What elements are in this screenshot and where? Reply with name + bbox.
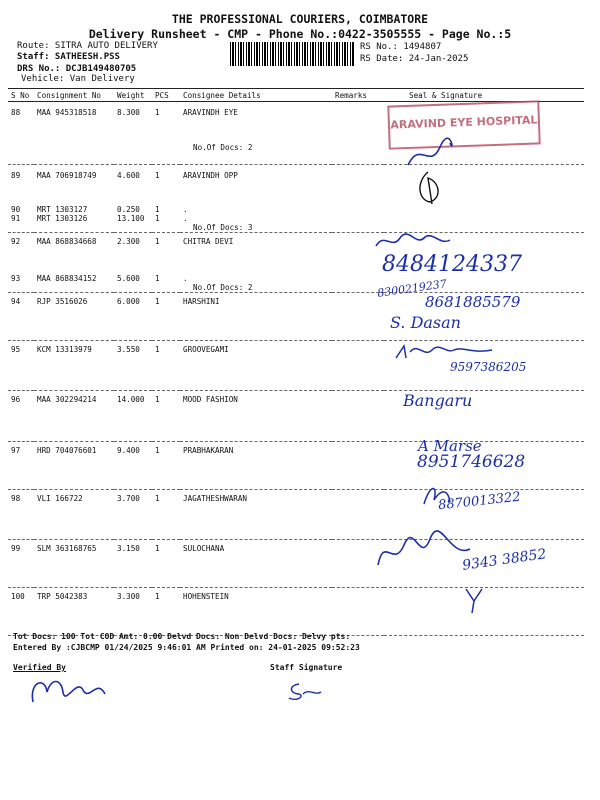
table-row: 92 93 MAA 868834668 MAA 868834152 2.300 5.600 1 1 CHITRA DEVI . No.Of Docs: 2 bbox=[8, 233, 584, 293]
table-row: 98 VLI 166722 3.700 1 JAGATHESHWARAN bbox=[8, 490, 584, 540]
footer-entered-by: Entered By :CJBCMP 01/24/2025 9:46:01 AM Printed on: 24-01-2025 09:52:23 bbox=[13, 643, 360, 652]
drs-number: DRS No.: DCJB149480705 bbox=[17, 64, 137, 74]
runsheet-subtitle: Delivery Runsheet - CMP - Phone No.:0422-3505555 - Page No.:5 bbox=[88, 27, 512, 41]
hospital-stamp: ARAVIND EYE HOSPITAL bbox=[387, 100, 540, 149]
handwritten-phone-95: 9597386205 bbox=[450, 360, 527, 374]
company-name: THE PROFESSIONAL COURIERS, COIMBATORE bbox=[171, 12, 429, 26]
table-row: 88 MAA 945318518 8.300 1 ARAVINDH EYE No.Of Docs: 2 bbox=[8, 102, 584, 165]
rs-number: RS No.: 1494807 bbox=[360, 42, 442, 52]
verified-signature bbox=[25, 672, 115, 708]
table-row: 94 RJP 3516026 6.000 1 HARSHINI bbox=[8, 293, 584, 341]
handwritten-name-96: Bangaru bbox=[403, 391, 473, 410]
col-sno: S No bbox=[8, 89, 34, 102]
table-row: 97 HRD 704076601 9.400 1 PRABHAKARAN bbox=[8, 442, 584, 490]
staff-signature bbox=[285, 680, 325, 702]
col-remarks: Remarks bbox=[332, 89, 384, 102]
col-pcs: PCS bbox=[152, 89, 180, 102]
footer-totals: Tot Docs: 100 Tot COD Amt: 0.00 Delvd Docs: Non Delvd Docs: Delvy pts: bbox=[13, 632, 351, 641]
col-weight: Weight bbox=[114, 89, 152, 102]
table-header-row bbox=[8, 89, 584, 102]
signature-scribble-95 bbox=[392, 340, 522, 362]
handwritten-phone-94a: 8300219237 bbox=[376, 277, 448, 300]
signature-scribble-89 bbox=[410, 168, 450, 208]
col-consignment: Consignment No bbox=[34, 89, 114, 102]
table-row: 89 90 91 MAA 706918749 MRT 1303127 MRT 1303126 4.600 0.250 13.100 1 1 1 ARAVINDH OPP . . No.Of Docs: 3 bbox=[8, 165, 584, 233]
table-row: 100 TRP 5042383 3.300 1 HOHENSTEIN bbox=[8, 588, 584, 636]
signature-scribble-92 bbox=[370, 230, 470, 252]
table-row: 95 KCM 13313979 3.550 1 GROOVEGAMI bbox=[8, 341, 584, 391]
handwritten-phone-98: 8870013322 bbox=[437, 489, 522, 514]
verified-by-label: Verified By bbox=[13, 663, 66, 672]
staff-text: Staff: SATHEESH.PSS bbox=[17, 52, 120, 62]
vehicle-text: Vehicle: Van Delivery bbox=[21, 74, 135, 84]
staff-signature-label: Staff Signature bbox=[270, 663, 343, 672]
handwritten-phone-97: 8951746628 bbox=[417, 452, 526, 472]
handwritten-name-97: A Marse bbox=[418, 437, 482, 455]
col-consignee: Consignee Details bbox=[180, 89, 332, 102]
handwritten-name-94: S. Dasan bbox=[390, 313, 461, 332]
route-text: Route: SITRA AUTO DELIVERY bbox=[17, 41, 158, 51]
handwritten-phone-94b: 8681885579 bbox=[425, 293, 521, 311]
handwritten-phone-93: 8484124337 bbox=[382, 252, 522, 277]
rs-date: RS Date: 24-Jan-2025 bbox=[360, 54, 469, 64]
col-seal-signature: Seal & Signature bbox=[384, 89, 584, 102]
handwritten-phone-99: 9343 38852 bbox=[461, 546, 548, 574]
drs-barcode bbox=[230, 42, 354, 66]
table-row: 99 SLM 363168765 3.150 1 SULOCHANA bbox=[8, 540, 584, 588]
table-row: 96 MAA 302294214 14.000 1 MOOD FASHION bbox=[8, 391, 584, 442]
signature-scribble-100 bbox=[460, 585, 490, 615]
